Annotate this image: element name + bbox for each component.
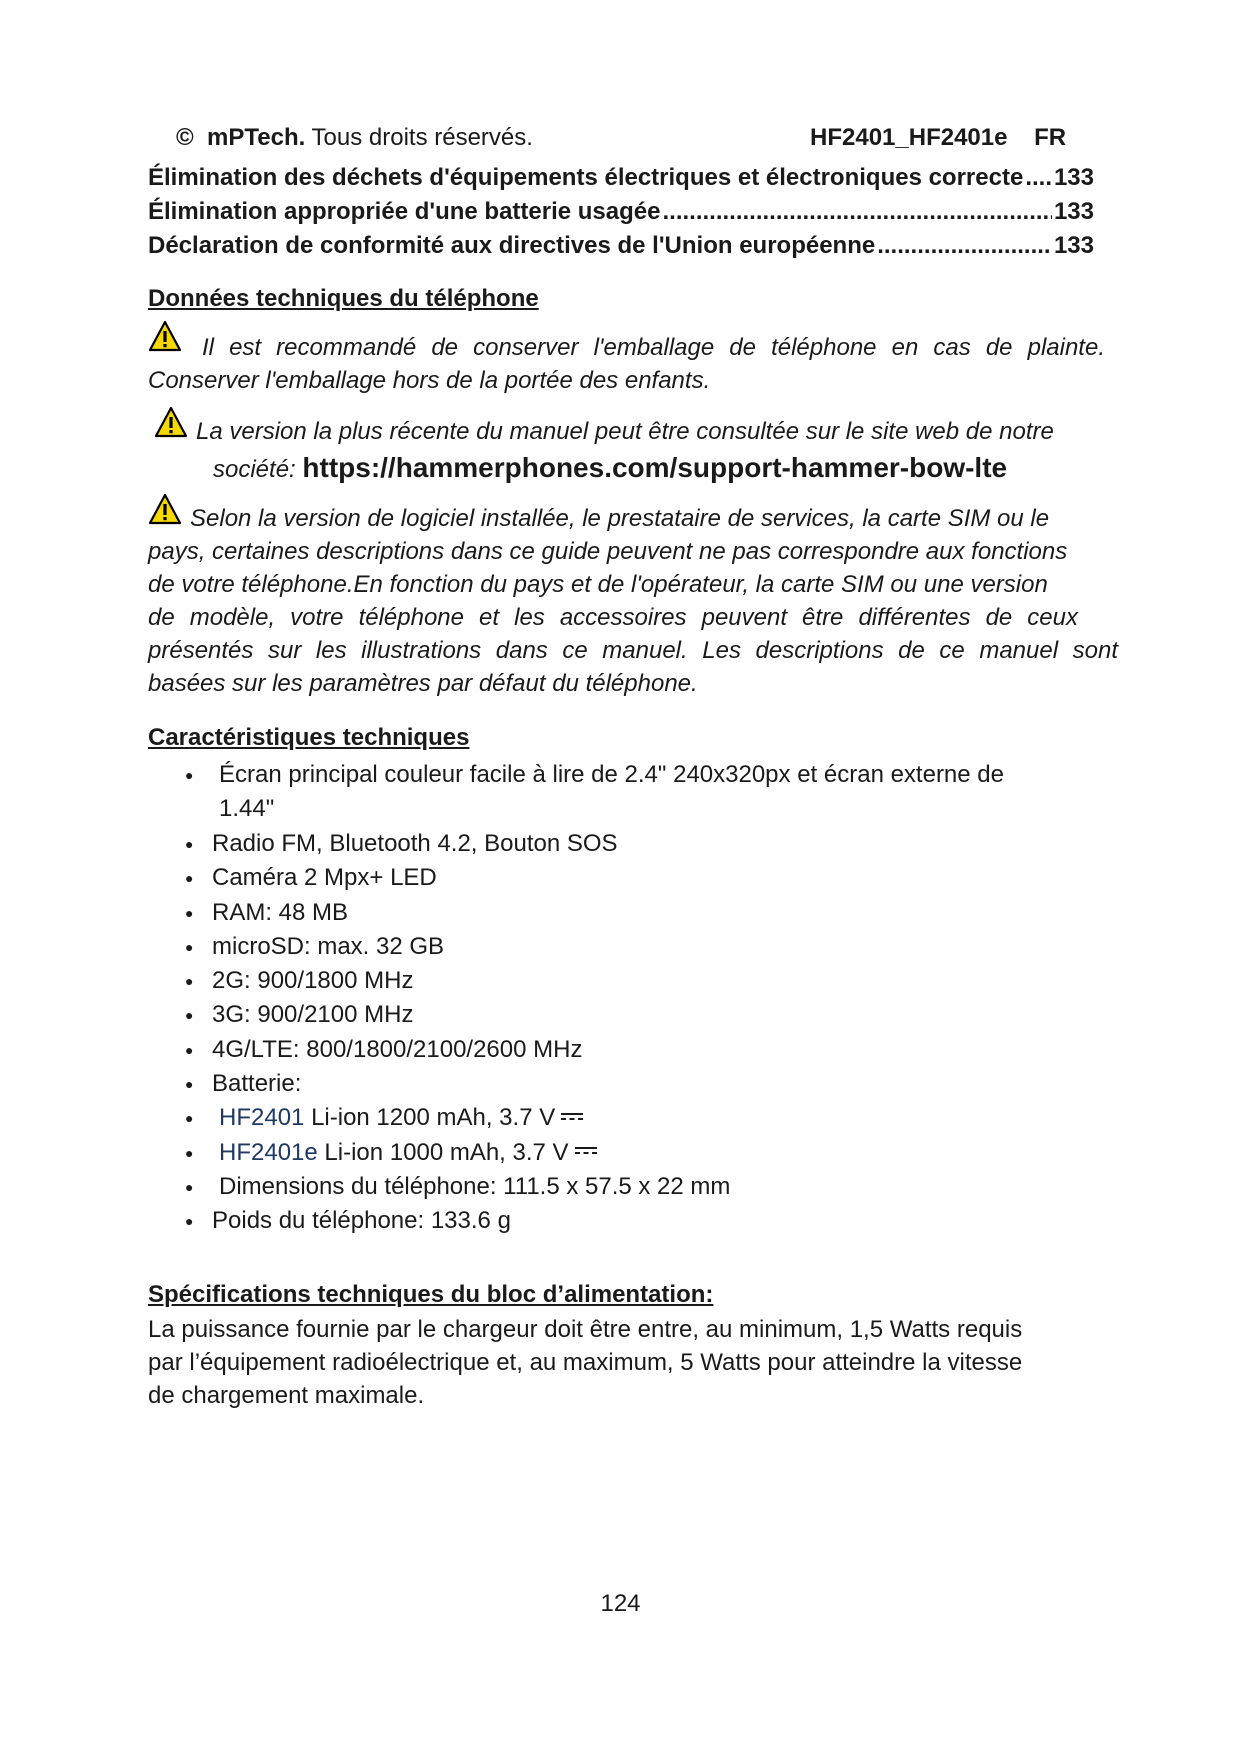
- copyright-symbol: ©: [176, 124, 194, 151]
- rights-text: Tous droits réservés.: [311, 124, 533, 151]
- list-item: ● microSD: max. 32 GB: [185, 930, 1004, 964]
- model-code: HF2401_HF2401e: [810, 124, 1008, 151]
- toc-entry[interactable]: Élimination appropriée d'une batterie usagée ..... 133: [148, 198, 1094, 226]
- warning-manual-version-text: La version la plus récente du manuel peut être consultée sur le site web de notre: [196, 418, 1054, 445]
- list-item: ● RAM: 48 MB: [185, 896, 1004, 930]
- list-item: ● Caméra 2 Mpx+ LED: [185, 861, 1004, 895]
- list-item: ● Écran principal couleur facile à lire de 2.4" 240x320px et écran externe de 1.44": [185, 758, 1004, 827]
- list-item: ● Batterie:: [185, 1067, 1004, 1101]
- warning-packaging-text: Il est recommandé de conserver l'emballage de téléphone en cas de plainte. Conserver l'emballage hors de la portée des enfants.: [148, 334, 1105, 394]
- list-item: ● 3G: 900/2100 MHz: [185, 998, 1004, 1032]
- warning-icon: [154, 406, 188, 438]
- manual-url-line: société: https://hammerphones.com/support-hammer-bow-lte: [213, 452, 1008, 483]
- language-code: FR: [1034, 124, 1067, 151]
- company-name: mPTech.: [207, 124, 306, 151]
- section-heading-power-supply: Spécifications techniques du bloc d’alimentation:: [148, 1281, 714, 1308]
- list-item: ● 2G: 900/1800 MHz: [185, 964, 1004, 998]
- list-item: ● Radio FM, Bluetooth 4.2, Bouton SOS: [185, 827, 1004, 861]
- section-heading-phone-data: Données techniques du téléphone: [148, 285, 539, 312]
- support-url-link[interactable]: https://hammerphones.com/support-hammer-bow-lte: [302, 452, 1008, 483]
- toc-entry[interactable]: Élimination des déchets d'équipements électriques et électroniques correcte ..... 133: [148, 164, 1094, 192]
- toc-entry[interactable]: Déclaration de conformité aux directives de l'Union européenne ..... 133: [148, 232, 1094, 260]
- dc-current-icon: [561, 1113, 583, 1121]
- toc-leader: [1025, 164, 1052, 192]
- list-item: ● HF2401 Li-ion 1200 mAh, 3.7 V: [185, 1101, 1004, 1135]
- section-heading-characteristics: Caractéristiques techniques: [148, 724, 470, 751]
- list-item: ● 4G/LTE: 800/1800/2100/2600 MHz: [185, 1033, 1004, 1067]
- header-model: [810, 124, 1066, 152]
- list-item: ● Dimensions du téléphone: 111.5 x 57.5 x 22 mm: [185, 1170, 1004, 1204]
- power-supply-paragraph: La puissance fournie par le chargeur doit être entre, au minimum, 1,5 Watts requis par l’équipement radioélectrique et, au maximum, 5 Watts pour atteindre la vitesse de chargement maximale.: [148, 1316, 1023, 1409]
- toc-leader: [877, 232, 1052, 260]
- dc-current-icon: [575, 1147, 597, 1155]
- warning-software-version-text: Selon la version de logiciel installée, le prestataire de services, la carte SIM ou le pays, certaines descriptions dans ce guide peuvent ne pas correspondre aux fonctions de votre téléphone.En fonction du pays et de l'opérateur, la carte SIM ou une version de modèle, votre téléphone et les accessoires peuvent être différentes de ceux présentés sur les illustrations dans ce manuel. Les descriptions de ce manuel sont basées sur les paramètres par défaut du téléphone.: [148, 505, 1118, 697]
- spec-list: [185, 758, 1004, 1239]
- list-item: ● HF2401e Li-ion 1000 mAh, 3.7 V: [185, 1136, 1004, 1170]
- header-copyright: [176, 124, 533, 152]
- toc-leader: [662, 198, 1051, 226]
- list-item: ● Poids du téléphone: 133.6 g: [185, 1204, 1004, 1238]
- page-number: 124: [600, 1590, 641, 1617]
